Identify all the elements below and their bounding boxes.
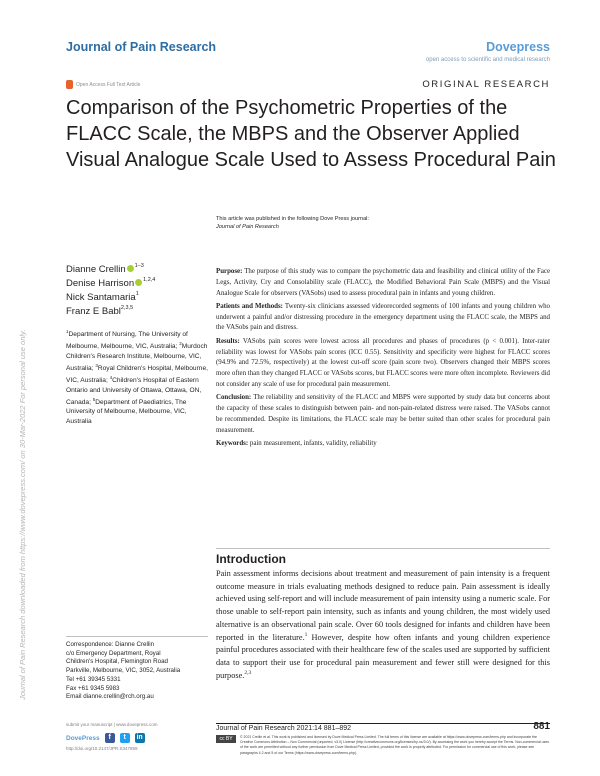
abstract-results: Results: VASobs pain scores were lowest across all procedures and phases of procedures (p < 0.001). Inter-rater reliability was lowest for VASobs pain scores (ICC 0.55). Sensitivity and specificity were highest for FLACC scores (94.9% and 72.5%, respectively) at the lowest cut-off score (pain score two). Observers changed their MBPS scores more often than they changed FLACC or VASobs scores, but FLACC scores were more often incomplete. Reviewers did not consider any scale of use for procedural pain measurement.	[216, 337, 550, 388]
author-name[interactable]: Franz E Babl	[66, 306, 121, 317]
affiliation-number: 3	[95, 362, 98, 368]
abstract	[216, 267, 550, 452]
abstract-methods: Patients and Methods: Twenty-six clinicians assessed videorecorded segments of 100 infants and young children who underwent a painful and/or distressing procedure in the emergency department using the FLACC scale, the MBPS and the VASobs pain and distress.	[216, 302, 550, 332]
footer-brand	[66, 733, 145, 743]
author-name[interactable]: Dianne Crellin	[66, 264, 126, 275]
author: Nick Santamaria $^1$	[66, 291, 139, 303]
footer-brand-name: DovePress	[66, 734, 100, 742]
correspondence-email[interactable]: Email dianne.crellin@rch.org.au	[66, 693, 154, 701]
article-type: ORIGINAL RESEARCH	[422, 79, 550, 90]
author-name[interactable]: Nick Santamaria	[66, 292, 136, 303]
orcid-icon[interactable]	[127, 265, 134, 272]
affiliation-text: Department of Paediatrics, The University of Melbourne, Melbourne, VIC, Australia	[66, 399, 187, 425]
affiliation-text: Children's Hospital of Eastern Ontario and University of Ottawa, Ottawa, ON, Canada;	[66, 377, 202, 407]
affiliation-number: 4	[109, 375, 113, 381]
doi-link[interactable]: http://doi.org/10.2147/JPR.S347859	[66, 746, 138, 751]
divider	[216, 723, 550, 724]
affiliation-number: 2	[179, 341, 182, 347]
citation-ref[interactable]: 1	[304, 631, 308, 638]
author: Franz E Babl $^{2,3,5}$	[66, 305, 134, 317]
affiliation-number: 1	[66, 329, 69, 334]
author: Denise Harrison $^{1,2,4}$	[66, 277, 156, 289]
journal-name: Journal of Pain Research	[66, 40, 217, 54]
open-access-badge	[66, 80, 140, 89]
abstract-keywords: Keywords: pain measurement, infants, validity, reliability	[216, 439, 377, 447]
page-number: 881	[533, 721, 550, 732]
introduction-text: Pain assessment informs decisions about treatment and measurement of pain intensity is a frequent outcome measure in trials evaluating methods designed to reduce pain. Pain assessment is ideally achieved using self-report and will include measurement of pain intensity using a numeric scale. For those unable to self-report pain intensity, such as infants and young children, the most widely used alternative is an observational pain scale. Over 60 tools designed for infants and children have been reported in the literature.$^1$ However, despite how often infants and young children experience painful procedures associated with their healthcare few of the scales used are supported by sufficient data to support their use for procedural pain measurement and fewer still were designed for this purpose.$^{2,3}$	[216, 569, 550, 680]
author-name[interactable]: Denise Harrison	[66, 278, 135, 289]
cc-license-icon[interactable]: cc BY NC	[216, 735, 236, 743]
submit-link[interactable]: submit your manuscript | www.dovepress.com	[66, 722, 158, 727]
correspondence: Correspondence: Dianne Crellin c/o Emergency Department, Royal Children's Hospital, Flemington Road Parkville, Melbourne, VIC, 3052, Australia Tel +61 39345 5331 Fax +61 9345 5983 Email dianne.crellin@rch.org.au	[66, 641, 216, 702]
license-text: © 2021 Crellin et al. This work is published and licensed by Dove Medical Press Limited. The full terms of this license are available at https://www.dovepress.com/terms.php and incorporate the Creative Commons Attribution – Non Commercial (unported, v3.0) License (http://creativecommons.org/licenses/by-nc/3.0/). By accessing the work you hereby accept the Terms. Non-commercial uses of the work are permitted without any further permission from Dove Medical Press Limited, provided the work is properly attributed. For permission for commercial use of this work, please see paragraphs 4.2 and 5 of our Terms (https://www.dovepress.com/terms.php).	[240, 735, 550, 755]
affiliation-text: Department of Nursing, The University of Melbourne, Melbourne, VIC, Australia;	[66, 331, 188, 351]
affiliation-number: 5	[92, 396, 96, 402]
abstract-purpose: Purpose: The purpose of this study was to compare the psychometric data and feasibility and clinical utility of the Face Legs, Activity, Cry and Consolability scale (FLACC), the Modified Behavioral Pain Scale (MBPS) and the Visual Analogue Scale for observers (VASobs) used to assess procedural pain in infants and young children.	[216, 268, 550, 297]
publisher-name: Dovepress	[486, 40, 550, 54]
publisher-tagline: open access to scientific and medical research	[425, 57, 550, 63]
facebook-icon[interactable]: f	[105, 733, 115, 743]
orcid-icon[interactable]	[135, 279, 142, 286]
citation-ref[interactable]: 2,3	[244, 669, 252, 676]
author-list	[66, 263, 155, 319]
open-access-icon	[66, 80, 73, 89]
publisher-brand	[426, 40, 550, 64]
author: Dianne Crellin $^{1-3}$	[66, 263, 144, 275]
open-access-label: Open Access Full Text Article	[76, 81, 141, 88]
affiliation-text: Murdoch Children's Research Institute, Melbourne, VIC, Australia;	[66, 343, 208, 373]
divider	[66, 636, 208, 637]
footer-citation: Journal of Pain Research 2021:14 881–892	[216, 725, 352, 732]
affiliations	[66, 327, 208, 426]
section-heading-introduction: Introduction	[216, 552, 286, 566]
download-watermark: Journal of Pain Research downloaded from https://www.dovepress.com/ on 30-Mar-2022 For personal use only.	[18, 329, 27, 700]
page-title: Comparison of the Psychometric Properties of the FLACC Scale, the MBPS and the Observer Applied Visual Analogue Scale Used to Assess Procedural Pain	[66, 97, 556, 171]
divider	[216, 548, 550, 549]
affiliation-text: Royal Children's Hospital, Melbourne, VIC, Australia;	[66, 365, 208, 385]
license	[216, 735, 550, 756]
twitter-icon[interactable]: t	[120, 733, 130, 743]
linkedin-icon[interactable]: in	[136, 734, 143, 741]
abstract-conclusion: Conclusion: The reliability and sensitivity of the FLACC and MBPS were supported by study data but concerns about the capacity of these scales to distinguish between pain- and non-pain-related distress were raised. The VASobs cannot be recommended. Despite its limitations, the FLACC scale may be better suited than other scales for procedural pain measurement.	[216, 394, 550, 434]
publication-note: This article was published in the following Dove Press journal: Journal of Pain Research	[216, 216, 369, 230]
